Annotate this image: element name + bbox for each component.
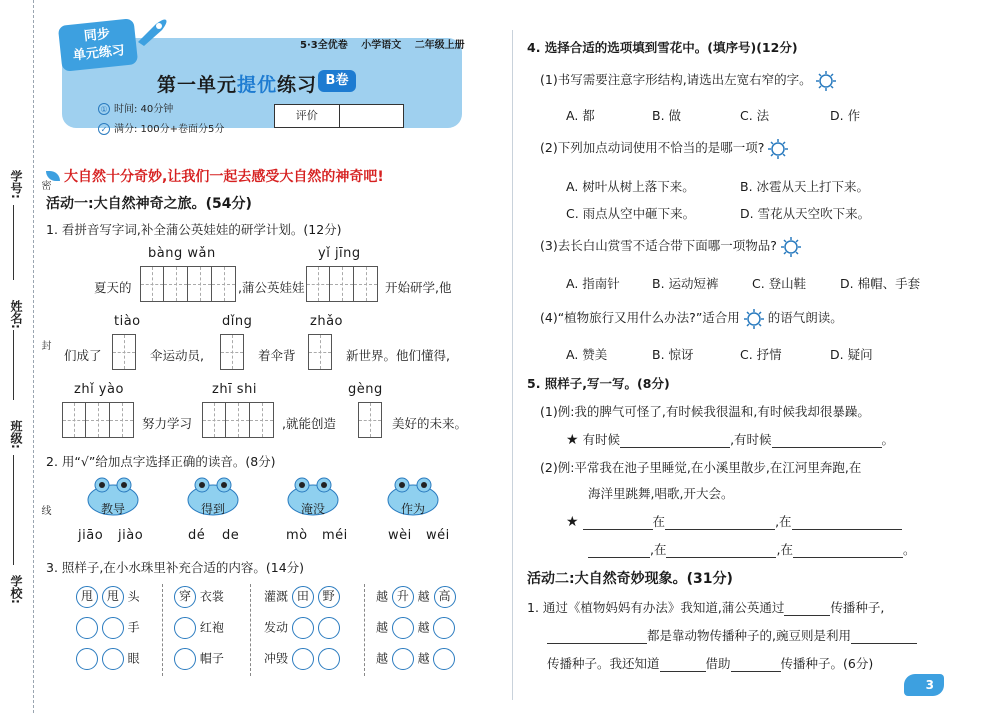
pinyin-option[interactable]: dé xyxy=(188,528,206,543)
example-word: 衣裳 xyxy=(199,589,224,604)
snowflake-answer-icon[interactable] xyxy=(768,139,788,159)
pinyin-zhao: zhǎo xyxy=(310,314,343,329)
grid-cell[interactable] xyxy=(250,402,274,438)
option-d: D. 作 xyxy=(830,108,861,123)
q1-prompt: 1. 看拼音写字词,补全蒲公英娃娃的研学计划。(12分) xyxy=(46,222,342,237)
example-word: 越 xyxy=(376,589,389,604)
grid-cell[interactable] xyxy=(188,266,212,302)
answer-grid-zhiyao[interactable] xyxy=(62,402,134,438)
grid-cell[interactable] xyxy=(226,402,250,438)
title-suffix: 练习 xyxy=(277,74,318,96)
grid-cell[interactable] xyxy=(110,402,134,438)
option-b: B. 惊讶 xyxy=(652,347,694,362)
version-badge: B卷 xyxy=(318,70,356,92)
star-word: ,有时候 xyxy=(730,432,772,447)
school-label: 学校: xyxy=(9,575,23,604)
answer-blank[interactable] xyxy=(851,630,917,644)
answer-grid-tiao[interactable] xyxy=(112,334,136,370)
column-separator xyxy=(162,584,163,676)
grid-cell[interactable] xyxy=(220,334,244,370)
answer-blank[interactable] xyxy=(660,658,706,672)
pinyin-zhishi: zhī shi xyxy=(212,382,257,397)
option-a: A. 都 xyxy=(566,108,595,123)
answer-bubble[interactable] xyxy=(433,648,455,670)
answer-bubble[interactable] xyxy=(318,617,340,639)
grid-cell[interactable] xyxy=(86,402,110,438)
q5-answer-line-1 xyxy=(566,430,894,448)
a2-q1-line3 xyxy=(547,654,873,672)
check-icon: ✓ xyxy=(98,123,110,135)
answer-grid-geng[interactable] xyxy=(358,402,382,438)
grid-cell[interactable] xyxy=(212,266,236,302)
answer-grid-zhao[interactable] xyxy=(308,334,332,370)
row-word: 手 xyxy=(127,620,140,635)
book-series: 5·3全优卷 xyxy=(300,40,348,51)
a2-q1-line1 xyxy=(527,598,884,616)
option-c: C. 抒情 xyxy=(740,347,782,362)
answer-blank[interactable] xyxy=(666,544,776,558)
grid-cell[interactable] xyxy=(112,334,136,370)
row-word: 红袍 xyxy=(199,620,224,635)
row-word: 冲毁 xyxy=(264,651,289,666)
column-separator xyxy=(250,584,251,676)
answer-bubble[interactable] xyxy=(102,617,124,639)
example-word: 灌溉 xyxy=(264,589,289,604)
binding-strip xyxy=(0,0,34,713)
grid-cell[interactable] xyxy=(354,266,378,302)
q4-item1-stem xyxy=(540,70,836,91)
answer-blank[interactable] xyxy=(784,602,830,616)
star-icon: ★ xyxy=(566,432,579,448)
student-id-line xyxy=(13,205,14,280)
answer-bubble[interactable] xyxy=(174,617,196,639)
a2-q1-line2 xyxy=(547,626,917,644)
series-tag xyxy=(58,18,138,72)
frog-word-3: 淹没 xyxy=(300,502,325,516)
answer-blank[interactable] xyxy=(665,516,775,530)
activity1-title: 活动一:大自然神奇之旅。(54分) xyxy=(46,196,252,212)
pinyin-ding: dǐng xyxy=(222,314,253,329)
pinyin-option[interactable]: méi xyxy=(322,528,348,543)
rocket-icon xyxy=(134,16,168,46)
a2-text: 都是靠动物传播种子的,豌豆则是利用 xyxy=(647,628,851,643)
grid-cell[interactable] xyxy=(330,266,354,302)
item-stem-after: 的语气朗读。 xyxy=(767,310,843,325)
title-highlight: 提优 xyxy=(237,74,278,96)
series-tag-text: 同步 单元练习 xyxy=(72,26,126,64)
pinyin-zhiyao: zhǐ yào xyxy=(74,382,124,397)
example-word: 头 xyxy=(127,589,140,604)
answer-grid-yijing[interactable] xyxy=(306,266,378,302)
intro-line: 大自然十分奇妙,让我们一起去感受大自然的神奇吧! xyxy=(64,169,384,185)
star-icon: ★ xyxy=(566,514,579,530)
q5-answer-line-3 xyxy=(588,540,915,558)
example-bubble: 田 xyxy=(292,586,314,608)
answer-blank[interactable] xyxy=(793,544,903,558)
title-prefix: 第一单元 xyxy=(157,74,238,96)
option-c: C. 法 xyxy=(740,108,770,123)
item-stem: (1)书写需要注意字形结构,请选出左宽右窄的字。 xyxy=(540,72,812,87)
page-number: 3 xyxy=(904,674,944,696)
option-b: B. 运动短裤 xyxy=(652,276,719,291)
cut-mark-feng: 封 xyxy=(39,340,50,350)
pinyin-tiao: tiào xyxy=(114,314,141,329)
name-line xyxy=(13,330,14,400)
q1-text-5: 伞运动员, xyxy=(150,348,204,363)
snowflake-answer-icon[interactable] xyxy=(744,309,764,329)
answer-bubble[interactable] xyxy=(76,617,98,639)
evaluation-field[interactable] xyxy=(339,105,404,127)
frog-word-4: 作为 xyxy=(400,502,425,516)
answer-bubble[interactable] xyxy=(174,648,196,670)
star-word: 有时候 xyxy=(582,432,621,447)
snowflake-answer-icon[interactable] xyxy=(816,71,836,91)
option-c: C. 雨点从空中砸下来。 xyxy=(566,206,696,221)
option-a: A. 指南针 xyxy=(566,276,620,291)
q1-text-6: 着伞背 xyxy=(258,348,296,363)
score-info xyxy=(98,120,224,135)
cut-mark-xian: 线 xyxy=(39,505,50,515)
class-label: 班级: xyxy=(9,420,23,449)
grid-cell[interactable] xyxy=(202,402,226,438)
grid-cell[interactable] xyxy=(308,334,332,370)
row-word: 发动 xyxy=(264,620,289,635)
answer-grid-bangwan[interactable] xyxy=(140,266,236,302)
grid-cell[interactable] xyxy=(140,266,164,302)
q4-item4-stem xyxy=(540,308,843,329)
a2-text: 传播种子。(6分) xyxy=(780,656,874,671)
answer-grid-zhishi[interactable] xyxy=(202,402,274,438)
grid-cell[interactable] xyxy=(306,266,330,302)
star-word: 。 xyxy=(881,432,895,447)
pinyin-geng: gèng xyxy=(348,382,383,397)
star-word: ,在 xyxy=(775,514,792,529)
answer-blank[interactable] xyxy=(547,630,647,644)
q5-answer-line-2 xyxy=(566,512,902,530)
star-word: 。 xyxy=(902,542,916,557)
option-d: D. 疑问 xyxy=(830,347,873,362)
leaf-icon xyxy=(46,171,60,181)
cut-mark-mi: 密 xyxy=(39,180,50,190)
row-word: 越 xyxy=(376,651,389,666)
row-word: 越 xyxy=(376,620,389,635)
answer-bubble[interactable] xyxy=(76,648,98,670)
option-a: A. 赞美 xyxy=(566,347,608,362)
answer-blank[interactable] xyxy=(583,516,653,530)
option-b: B. 冰雹从天上打下来。 xyxy=(740,179,870,194)
answer-bubble[interactable] xyxy=(292,617,314,639)
student-id-label: 学号: xyxy=(9,170,23,199)
pinyin-option[interactable]: mò xyxy=(286,528,308,543)
answer-blank[interactable] xyxy=(588,544,650,558)
q3-prompt: 3. 照样子,在小水珠里补充合适的内容。(14分) xyxy=(46,560,305,575)
frog-card-1 xyxy=(86,476,140,520)
q1-text-10: 美好的未来。 xyxy=(392,416,468,431)
answer-blank[interactable] xyxy=(620,434,730,448)
option-a: A. 树叶从树上落下来。 xyxy=(566,179,695,194)
q4-prompt: 4. 选择合适的选项填到雪花中。(填序号)(12分) xyxy=(527,40,798,55)
frog-word-1: 教导 xyxy=(100,502,125,516)
pinyin-option[interactable]: jiào xyxy=(118,528,144,543)
answer-bubble[interactable] xyxy=(392,617,414,639)
pinyin-bangwan: bàng wǎn xyxy=(148,246,216,261)
q3-column-3 xyxy=(264,586,364,670)
q1-text-1: 夏天的 xyxy=(94,280,132,295)
a2-text: 传播种子。我还知道 xyxy=(547,656,660,671)
item-stem: (2)下列加点动词使用不恰当的是哪一项? xyxy=(540,140,765,155)
q5-example-2b: 海洋里跳舞,唱歌,开大会。 xyxy=(588,486,734,501)
pinyin-yijing: yǐ jīng xyxy=(318,246,361,261)
pinyin-option[interactable]: wéi xyxy=(426,528,450,543)
score-text: 满分: 100分+卷面分5分 xyxy=(114,124,225,135)
example-bubble: 甩 xyxy=(76,586,98,608)
example-bubble: 高 xyxy=(434,586,456,608)
frog-card-2 xyxy=(186,476,240,520)
q4-item3-stem xyxy=(540,236,801,257)
a2-text: 1. 通过《植物妈妈有办法》我知道,蒲公英通过 xyxy=(527,600,785,615)
time-info xyxy=(98,100,173,115)
page-title xyxy=(157,70,317,97)
q1-text-2: ,蒲公英娃娃 xyxy=(238,280,305,295)
book-grade: 二年级上册 xyxy=(414,40,465,51)
intro-text xyxy=(46,166,384,186)
grid-cell[interactable] xyxy=(358,402,382,438)
star-word: ,在 xyxy=(650,542,667,557)
example-bubble: 野 xyxy=(318,586,340,608)
answer-blank[interactable] xyxy=(731,658,781,672)
q5-prompt: 5. 照样子,写一写。(8分) xyxy=(527,376,670,391)
example-bubble: 升 xyxy=(392,586,414,608)
frog-card-4 xyxy=(386,476,440,520)
answer-bubble[interactable] xyxy=(292,648,314,670)
item-stem: (4)“植物旅行又用什么办法?”适合用 xyxy=(540,310,740,325)
option-d: D. 棉帽、手套 xyxy=(840,276,921,291)
q1-text-9: ,就能创造 xyxy=(282,416,336,431)
grid-cell[interactable] xyxy=(62,402,86,438)
example-bubble: 甩 xyxy=(102,586,124,608)
frog-card-3 xyxy=(286,476,340,520)
option-c: C. 登山鞋 xyxy=(752,276,807,291)
example-word: 越 xyxy=(417,589,430,604)
answer-bubble[interactable] xyxy=(392,648,414,670)
class-line xyxy=(13,455,14,565)
a2-text: 借助 xyxy=(705,656,731,671)
q1-text-8: 努力学习 xyxy=(142,416,193,431)
grid-cell[interactable] xyxy=(164,266,188,302)
option-b: B. 做 xyxy=(652,108,682,123)
a2-text: 传播种子, xyxy=(830,600,885,615)
q1-text-4: 们成了 xyxy=(64,348,102,363)
snowflake-answer-icon[interactable] xyxy=(781,237,801,257)
evaluation-box xyxy=(274,104,404,128)
answer-bubble[interactable] xyxy=(433,617,455,639)
page-divider xyxy=(512,30,513,700)
column-separator xyxy=(364,584,365,676)
option-d: D. 雪花从天空吹下来。 xyxy=(740,206,871,221)
item-stem: (3)去长白山赏雪不适合带下面哪一项物品? xyxy=(540,238,777,253)
q3-column-1 xyxy=(76,586,166,670)
pinyin-option[interactable]: de xyxy=(222,528,240,543)
star-word: ,在 xyxy=(776,542,793,557)
q5-example-1: (1)例:我的脾气可怪了,有时候我很温和,有时候我却很暴躁。 xyxy=(540,404,870,419)
q2-prompt: 2. 用“√”给加点字选择正确的读音。(8分) xyxy=(46,454,276,469)
row-word: 帽子 xyxy=(199,651,224,666)
frog-word-2: 得到 xyxy=(200,502,225,516)
q5-example-2a: (2)例:平常我在池子里睡觉,在小溪里散步,在江河里奔跑,在 xyxy=(540,460,862,475)
row-word: 眼 xyxy=(127,651,140,666)
pinyin-option[interactable]: wèi xyxy=(388,528,412,543)
book-info xyxy=(300,36,475,51)
answer-bubble[interactable] xyxy=(102,648,124,670)
answer-bubble[interactable] xyxy=(318,648,340,670)
answer-grid-ding[interactable] xyxy=(220,334,244,370)
evaluation-label: 评价 xyxy=(295,109,318,122)
q3-column-4: 越 升 越 高 越 越 越 越 xyxy=(376,586,486,670)
q4-item2-stem xyxy=(540,138,788,159)
pinyin-option[interactable]: jiāo xyxy=(78,528,104,543)
example-bubble: 穿 xyxy=(174,586,196,608)
activity2-title: 活动二:大自然奇妙现象。(31分) xyxy=(527,571,733,587)
name-label: 姓名: xyxy=(9,300,23,329)
time-text: 时间: 40分钟 xyxy=(114,104,174,115)
star-word: 在 xyxy=(652,514,666,529)
q1-text-7: 新世界。他们懂得, xyxy=(346,348,450,363)
clock-icon: ① xyxy=(98,103,110,115)
answer-blank[interactable] xyxy=(792,516,902,530)
answer-blank[interactable] xyxy=(772,434,882,448)
book-subject: 小学语文 xyxy=(361,40,402,51)
q1-text-3: 开始研学,他 xyxy=(385,280,452,295)
